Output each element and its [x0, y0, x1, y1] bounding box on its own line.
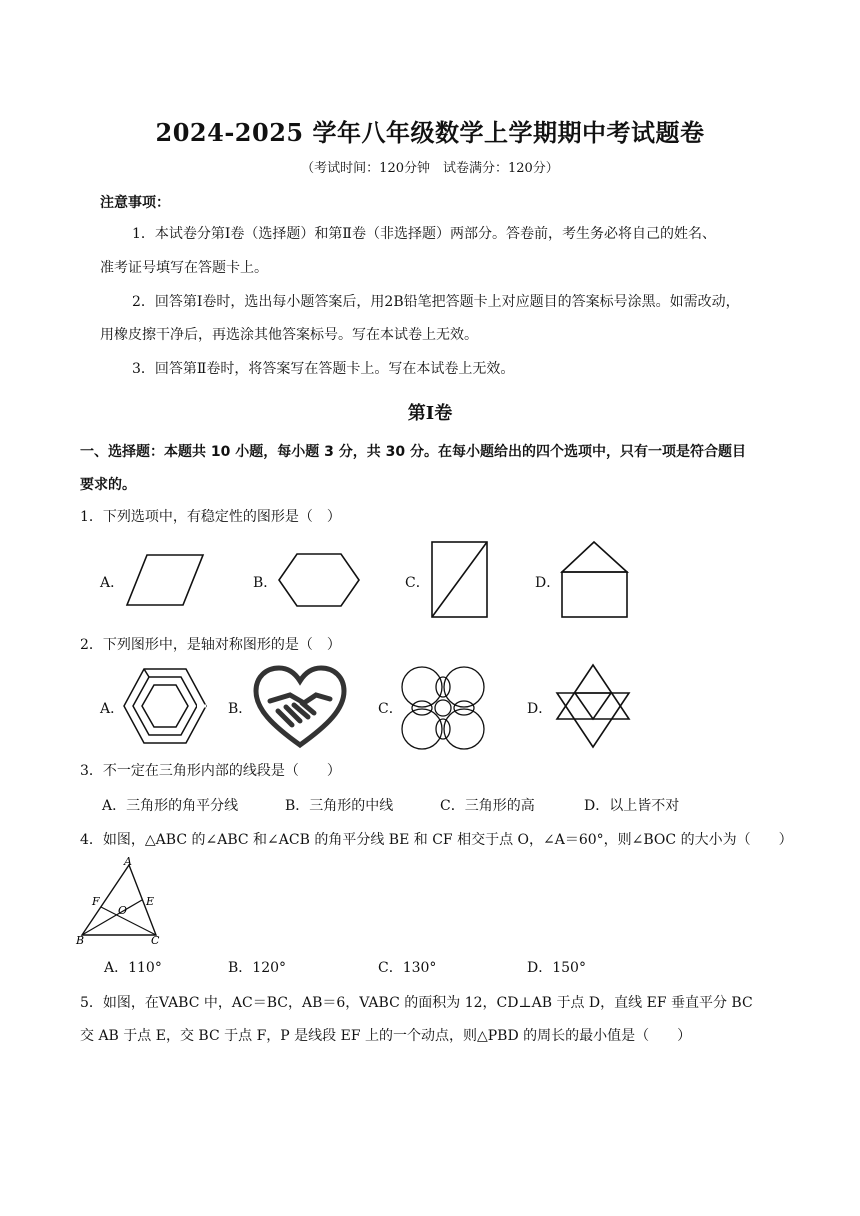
q1-option-a-label: A．	[100, 575, 125, 591]
notice-item-2-line-2: 用橡皮擦干净后，再选涂其他答案标号。写在本试卷上无效。	[100, 327, 478, 343]
point-f-label: F	[92, 895, 100, 908]
q2-option-d-label: D．	[527, 701, 553, 717]
hexagon-figure	[277, 552, 361, 608]
q2-option-c-label: C．	[378, 701, 403, 717]
q4-option-b: B．120°	[228, 960, 287, 976]
handshake-heart-icon	[252, 665, 348, 749]
section-title: 第Ⅰ卷	[407, 403, 453, 424]
q4-option-c: C．130°	[378, 960, 437, 976]
q3-stem: 3．不一定在三角形内部的线段是（ ）	[80, 763, 341, 779]
vertex-c-label: C	[151, 934, 160, 947]
rectangle-with-diagonal-figure	[430, 540, 490, 620]
q2-option-b-label: B．	[228, 701, 253, 717]
q4-option-a: A．110°	[104, 960, 162, 976]
q3-option-b: B．三角形的中线	[285, 798, 394, 814]
q5-stem-line-2: 交 AB 于点 E，交 BC 于点 F，P 是线段 EF 上的一个动点，则△PBD 的周长的最小值是（ ）	[80, 1028, 692, 1044]
q1-option-c-label: C．	[405, 575, 430, 591]
exam-title: 2024-2025 学年八年级数学上学期期中考试题卷	[155, 118, 705, 147]
interlocking-triangles-figure	[553, 663, 637, 749]
q3-option-a: A．三角形的角平分线	[102, 798, 239, 814]
notice-item-3: 3．回答第Ⅱ卷时，将答案写在答题卡上。写在本试卷上无效。	[132, 361, 515, 377]
q2-stem: 2．下列图形中，是轴对称图形的是（ ）	[80, 637, 341, 653]
q1-option-d-label: D．	[535, 575, 561, 591]
q5-stem-line-1: 5．如图，在VABC 中，AC＝BC，AB＝6，VABC 的面积为 12，CD⊥AB 于点 D，直线 EF 垂直平分 BC	[80, 995, 753, 1011]
q3-option-d: D．以上皆不对	[584, 798, 680, 814]
point-e-label: E	[146, 895, 155, 908]
triangle-abc-figure	[74, 855, 174, 950]
notice-item-1-line-1: 1．本试卷分第Ⅰ卷（选择题）和第Ⅱ卷（非选择题）两部分。答卷前，考生务必将自己的姓名、	[132, 226, 716, 242]
q2-option-a-label: A．	[100, 701, 125, 717]
section-intro-line-2: 要求的。	[80, 477, 136, 493]
point-o-label: O	[118, 904, 128, 917]
q4-option-d: D．150°	[527, 960, 586, 976]
parallelogram-figure	[125, 553, 205, 607]
q1-stem: 1．下列选项中，有稳定性的图形是（ ）	[80, 509, 341, 525]
nested-hexagon-figure	[122, 667, 208, 745]
notice-heading: 注意事项：	[100, 195, 170, 211]
house-shape-figure	[560, 540, 630, 620]
section-intro-line-1: 一、选择题：本题共 10 小题，每小题 3 分，共 30 分。在每小题给出的四个选项中，只有一项是符合题目	[80, 444, 746, 460]
vertex-a-label: A	[124, 855, 132, 868]
q1-option-b-label: B．	[253, 575, 278, 591]
q3-option-c: C．三角形的高	[440, 798, 535, 814]
four-circles-figure	[400, 665, 486, 751]
q4-stem: 4．如图，△ABC 的∠ABC 和∠ACB 的角平分线 BE 和 CF 相交于点 O，∠A＝60°，则∠BOC 的大小为（ ）	[80, 832, 793, 848]
notice-item-1-line-2: 准考证号填写在答题卡上。	[100, 260, 268, 276]
notice-item-2-line-1: 2．回答第Ⅰ卷时，选出每小题答案后，用2B铅笔把答题卡上对应题目的答案标号涂黑。如需改动，	[132, 294, 740, 310]
vertex-b-label: B	[76, 934, 85, 947]
exam-subtitle: （考试时间：120分钟 试卷满分：120分）	[301, 161, 559, 176]
